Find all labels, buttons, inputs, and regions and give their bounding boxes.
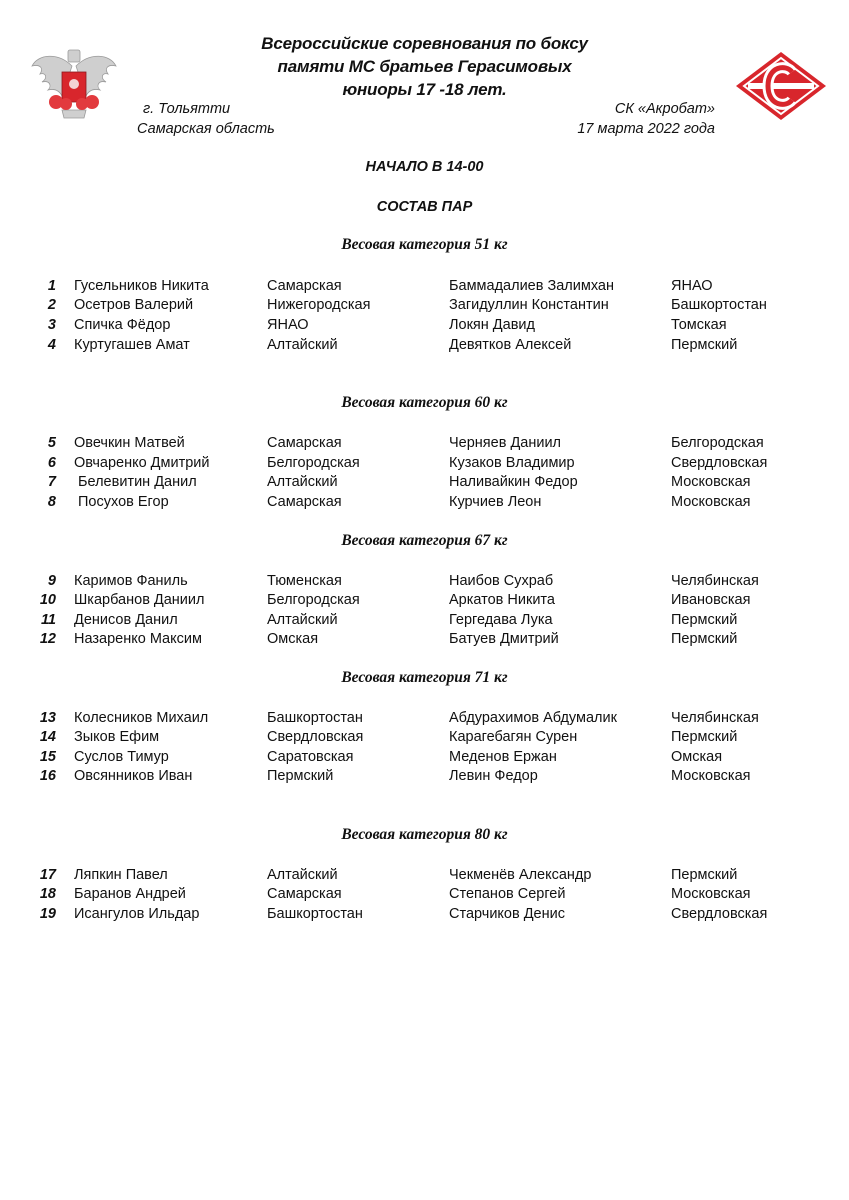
- bout-number: 5: [47, 435, 56, 451]
- red-corner-boxer: Шкарбанов Даниил: [74, 592, 205, 608]
- red-corner-region: ЯНАО: [267, 317, 309, 333]
- bout-row: [0, 727, 849, 747]
- red-corner-region: Башкортостан: [267, 710, 363, 726]
- bout-row: [0, 571, 849, 591]
- weight-category-heading: Весовая категория 60 кг: [341, 394, 508, 411]
- blue-corner-region: Башкортостан: [671, 297, 767, 313]
- blue-corner-region: Челябинская: [671, 710, 759, 726]
- blue-corner-region: Томская: [671, 317, 727, 333]
- blue-corner-boxer: Абдурахимов Абдумалик: [449, 710, 617, 726]
- red-corner-boxer: Куртугашев Амат: [74, 337, 190, 353]
- blue-corner-boxer: Загидуллин Константин: [449, 297, 609, 313]
- weight-category-heading: Весовая категория 71 кг: [341, 669, 508, 686]
- bout-row: [0, 472, 849, 492]
- red-corner-boxer: Зыков Ефим: [74, 729, 160, 745]
- red-corner-boxer: Овсянников Иван: [74, 768, 193, 784]
- blue-corner-region: Свердловская: [671, 455, 768, 471]
- blue-corner-region: Пермский: [671, 729, 738, 745]
- bout-row: [0, 865, 849, 885]
- blue-corner-region: Пермский: [671, 867, 738, 883]
- event-date: 17 марта 2022 года: [577, 121, 715, 137]
- bout-row: [0, 433, 849, 453]
- bout-number: 18: [39, 886, 56, 902]
- red-corner-region: Алтайский: [267, 612, 338, 628]
- red-corner-boxer: Белевитин Данил: [78, 474, 197, 490]
- blue-corner-boxer: Баммадалиев Залимхан: [449, 278, 614, 294]
- blue-corner-boxer: Девятков Алексей: [449, 337, 572, 353]
- bout-row: [0, 708, 849, 728]
- bout-number: 13: [39, 710, 56, 726]
- title-line-2: памяти МС братьев Герасимовых: [277, 57, 572, 76]
- blue-corner-region: ЯНАО: [671, 278, 713, 294]
- red-corner-region: Омская: [267, 631, 319, 647]
- red-corner-region: Самарская: [267, 278, 342, 294]
- red-corner-region: Белгородская: [267, 592, 360, 608]
- section-title: СОСТАВ ПАР: [376, 199, 473, 215]
- red-corner-region: Самарская: [267, 435, 342, 451]
- blue-corner-boxer: Аркатов Никита: [449, 592, 555, 608]
- red-corner-boxer: Исангулов Ильдар: [74, 906, 200, 922]
- red-corner-region: Саратовская: [267, 749, 354, 765]
- bout-row: [0, 295, 849, 315]
- bout-row: [0, 884, 849, 904]
- bout-number: 1: [47, 278, 56, 294]
- red-corner-boxer: Денисов Данил: [74, 612, 178, 628]
- blue-corner-region: Московская: [671, 494, 751, 510]
- bout-number: 17: [39, 867, 56, 883]
- bout-number: 9: [47, 573, 56, 589]
- bout-number: 7: [47, 474, 56, 490]
- blue-corner-boxer: Левин Федор: [449, 768, 538, 784]
- red-corner-boxer: Ляпкин Павел: [74, 867, 168, 883]
- bout-number: 15: [39, 749, 56, 765]
- red-corner-boxer: Суслов Тимур: [74, 749, 169, 765]
- city: г. Тольятти: [143, 101, 231, 117]
- weight-category-heading: Весовая категория 80 кг: [341, 826, 508, 843]
- blue-corner-boxer: Кузаков Владимир: [449, 455, 575, 471]
- red-corner-region: Белгородская: [267, 455, 360, 471]
- bout-row: [0, 453, 849, 473]
- region: Самарская область: [137, 121, 275, 137]
- red-corner-region: Алтайский: [267, 867, 338, 883]
- blue-corner-region: Пермский: [671, 337, 738, 353]
- bout-row: [0, 335, 849, 355]
- red-corner-boxer: Назаренко Максим: [74, 631, 202, 647]
- blue-corner-boxer: Степанов Сергей: [449, 886, 566, 902]
- blue-corner-boxer: Батуев Дмитрий: [449, 631, 559, 647]
- bout-number: 3: [47, 317, 56, 333]
- blue-corner-region: Московская: [671, 886, 751, 902]
- weight-category-heading: Весовая категория 67 кг: [341, 532, 508, 549]
- bout-number: 8: [47, 494, 56, 510]
- bout-row: [0, 315, 849, 335]
- bout-row: [0, 276, 849, 296]
- bout-row: [0, 747, 849, 767]
- bout-number: 6: [47, 455, 56, 471]
- blue-corner-boxer: Чекменёв Александр: [449, 867, 592, 883]
- blue-corner-region: Белгородская: [671, 435, 764, 451]
- blue-corner-region: Московская: [671, 474, 751, 490]
- red-corner-region: Башкортостан: [267, 906, 363, 922]
- red-corner-boxer: Гусельников Никита: [74, 278, 209, 294]
- red-corner-region: Свердловская: [267, 729, 364, 745]
- blue-corner-boxer: Локян Давид: [449, 317, 535, 333]
- red-corner-region: Тюменская: [267, 573, 342, 589]
- red-corner-boxer: Спичка Фёдор: [74, 317, 171, 333]
- red-corner-boxer: Колесников Михаил: [74, 710, 209, 726]
- red-corner-boxer: Овечкин Матвей: [74, 435, 185, 451]
- weight-category-heading: Весовая категория 51 кг: [341, 236, 508, 253]
- red-corner-boxer: Осетров Валерий: [74, 297, 194, 313]
- bout-row: [0, 629, 849, 649]
- red-corner-boxer: Овчаренко Дмитрий: [74, 455, 210, 471]
- blue-corner-region: Челябинская: [671, 573, 759, 589]
- red-corner-boxer: Посухов Егор: [78, 494, 169, 510]
- blue-corner-region: Пермский: [671, 612, 738, 628]
- blue-corner-boxer: Курчиев Леон: [449, 494, 542, 510]
- bout-number: 11: [40, 612, 56, 628]
- blue-corner-boxer: Наливайкин Федор: [449, 474, 578, 490]
- start-time: НАЧАЛО В 14-00: [365, 159, 484, 175]
- red-corner-region: Алтайский: [267, 474, 338, 490]
- blue-corner-boxer: Карагебагян Сурен: [449, 729, 578, 745]
- blue-corner-region: Московская: [671, 768, 751, 784]
- bout-number: 14: [39, 729, 56, 745]
- blue-corner-boxer: Наибов Сухраб: [449, 573, 554, 589]
- blue-corner-boxer: Старчиков Денис: [449, 906, 565, 922]
- bout-number: 12: [39, 631, 56, 647]
- venue: СК «Акробат»: [614, 101, 715, 117]
- blue-corner-region: Свердловская: [671, 906, 768, 922]
- bout-row: [0, 590, 849, 610]
- bout-row: [0, 492, 849, 512]
- blue-corner-region: Ивановская: [671, 592, 751, 608]
- bout-number: 2: [47, 297, 56, 313]
- bout-row: [0, 904, 849, 924]
- bout-row: [0, 610, 849, 630]
- red-corner-region: Самарская: [267, 494, 342, 510]
- bout-number: 10: [39, 592, 56, 608]
- title-line-3: юниоры 17 -18 лет.: [342, 80, 507, 99]
- blue-corner-boxer: Гергедава Лука: [449, 612, 553, 628]
- red-corner-region: Самарская: [267, 886, 342, 902]
- bout-number: 4: [47, 337, 56, 353]
- blue-corner-boxer: Меденов Ержан: [449, 749, 557, 765]
- title-line-1: Всероссийские соревнования по боксу: [261, 34, 588, 53]
- blue-corner-region: Омская: [671, 749, 723, 765]
- bout-number: 19: [39, 906, 56, 922]
- blue-corner-boxer: Черняев Даниил: [449, 435, 561, 451]
- red-corner-boxer: Каримов Фаниль: [74, 573, 188, 589]
- red-corner-region: Пермский: [267, 768, 334, 784]
- red-corner-region: Нижегородская: [267, 297, 371, 313]
- red-corner-boxer: Баранов Андрей: [74, 886, 186, 902]
- bout-number: 16: [39, 768, 56, 784]
- red-corner-region: Алтайский: [267, 337, 338, 353]
- bout-row: [0, 766, 849, 786]
- blue-corner-region: Пермский: [671, 631, 738, 647]
